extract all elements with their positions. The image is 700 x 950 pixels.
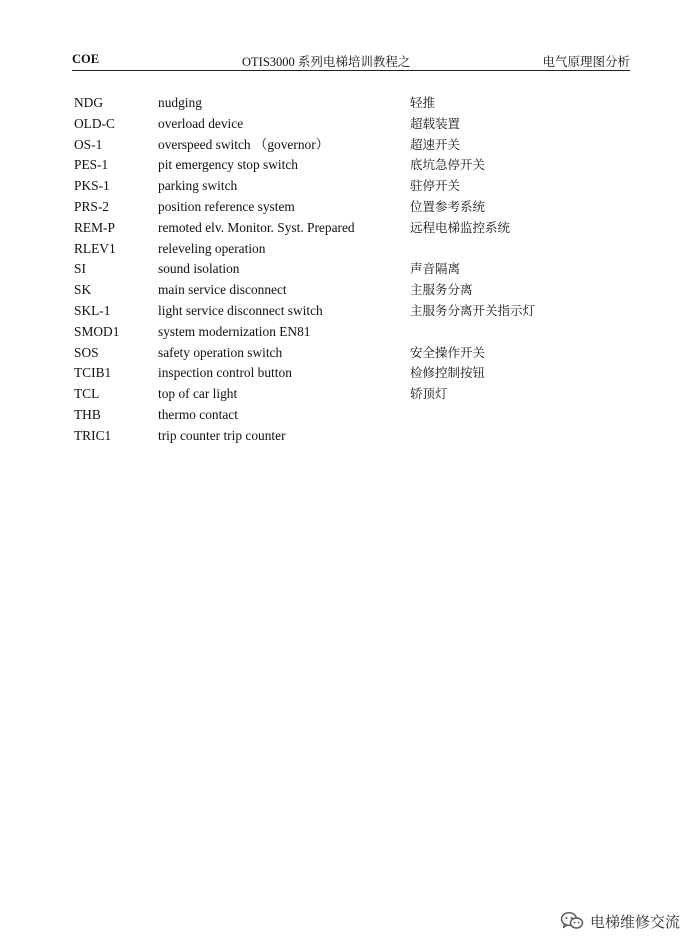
english-term: parking switch bbox=[158, 178, 238, 194]
abbreviation: SOS bbox=[74, 344, 99, 360]
glossary-row bbox=[74, 114, 574, 135]
header-title: OTIS3000 系列电梯培训教程之 bbox=[242, 55, 411, 69]
page-header bbox=[72, 52, 630, 70]
abbreviation: TCL bbox=[74, 386, 100, 402]
abbreviation: REM-P bbox=[74, 219, 115, 235]
abbreviation: RLEV1 bbox=[74, 240, 116, 256]
glossary-row bbox=[74, 280, 574, 301]
english-term: trip counter trip counter bbox=[158, 427, 286, 443]
header-divider bbox=[72, 70, 630, 71]
abbreviation: TCIB1 bbox=[74, 365, 112, 381]
english-term: top of car light bbox=[158, 386, 238, 402]
chinese-term: 声音隔离 bbox=[410, 261, 461, 277]
chinese-term: 安全操作开关 bbox=[410, 344, 486, 360]
abbreviation: PKS-1 bbox=[74, 178, 110, 194]
abbreviation: NDG bbox=[74, 95, 104, 110]
glossary-row bbox=[74, 197, 574, 218]
header-left-label: COE bbox=[72, 52, 100, 66]
english-term: overload device bbox=[158, 115, 244, 131]
abbreviation: OLD-C bbox=[74, 115, 115, 131]
glossary-row bbox=[74, 176, 574, 197]
glossary-row bbox=[74, 301, 574, 322]
glossary-row bbox=[74, 363, 574, 384]
glossary-row bbox=[74, 239, 574, 260]
english-term: light service disconnect switch bbox=[158, 302, 323, 318]
chinese-term: 主服务分离开关指示灯 bbox=[410, 302, 536, 318]
chinese-term: 远程电梯监控系统 bbox=[410, 219, 511, 235]
chinese-term: 位置参考系统 bbox=[410, 198, 486, 214]
english-term: remoted elv. Monitor. Syst. Prepared bbox=[158, 219, 355, 235]
header-section-label: 电气原理图分析 bbox=[542, 55, 630, 69]
chinese-term: 检修控制按钮 bbox=[410, 365, 486, 381]
abbreviation: SI bbox=[74, 261, 86, 277]
english-term: thermo contact bbox=[158, 406, 238, 422]
glossary-row bbox=[74, 155, 574, 176]
glossary-row bbox=[74, 322, 574, 343]
english-term: pit emergency stop switch bbox=[158, 157, 298, 173]
english-term: sound isolation bbox=[158, 261, 240, 277]
abbreviation: SK bbox=[74, 282, 92, 298]
glossary-row bbox=[74, 135, 574, 156]
chinese-term: 轻推 bbox=[410, 95, 436, 110]
english-term: system modernization EN81 bbox=[158, 323, 311, 339]
glossary-row bbox=[74, 426, 574, 447]
glossary-row bbox=[74, 343, 574, 364]
abbreviation: PES-1 bbox=[74, 157, 109, 173]
english-term: position reference system bbox=[158, 198, 295, 214]
english-term: overspeed switch （governor） bbox=[158, 136, 330, 152]
chinese-term: 主服务分离 bbox=[410, 282, 473, 298]
english-term: main service disconnect bbox=[158, 282, 287, 298]
watermark-text: 电梯维修交流 bbox=[589, 912, 680, 931]
chinese-term: 驻停开关 bbox=[410, 178, 461, 194]
abbreviation-glossary bbox=[74, 93, 574, 447]
abbreviation: SKL-1 bbox=[74, 302, 111, 318]
abbreviation: TRIC1 bbox=[74, 427, 112, 443]
abbreviation: SMOD1 bbox=[74, 323, 120, 339]
glossary-row bbox=[74, 93, 574, 114]
chinese-term: 超载装置 bbox=[410, 115, 461, 131]
english-term: nudging bbox=[158, 95, 202, 110]
glossary-row bbox=[74, 405, 574, 426]
wechat-icon bbox=[560, 910, 584, 932]
abbreviation: OS-1 bbox=[74, 136, 103, 152]
glossary-row bbox=[74, 218, 574, 239]
watermark bbox=[560, 908, 680, 934]
glossary-row bbox=[74, 259, 574, 280]
glossary-row bbox=[74, 384, 574, 405]
english-term: safety operation switch bbox=[158, 344, 283, 360]
abbreviation: PRS-2 bbox=[74, 198, 109, 214]
abbreviation: THB bbox=[74, 406, 101, 422]
chinese-term: 轿顶灯 bbox=[410, 386, 448, 402]
chinese-term: 超速开关 bbox=[410, 136, 461, 152]
chinese-term: 底坑急停开关 bbox=[410, 157, 486, 173]
english-term: releveling operation bbox=[158, 240, 266, 256]
english-term: inspection control button bbox=[158, 365, 292, 381]
